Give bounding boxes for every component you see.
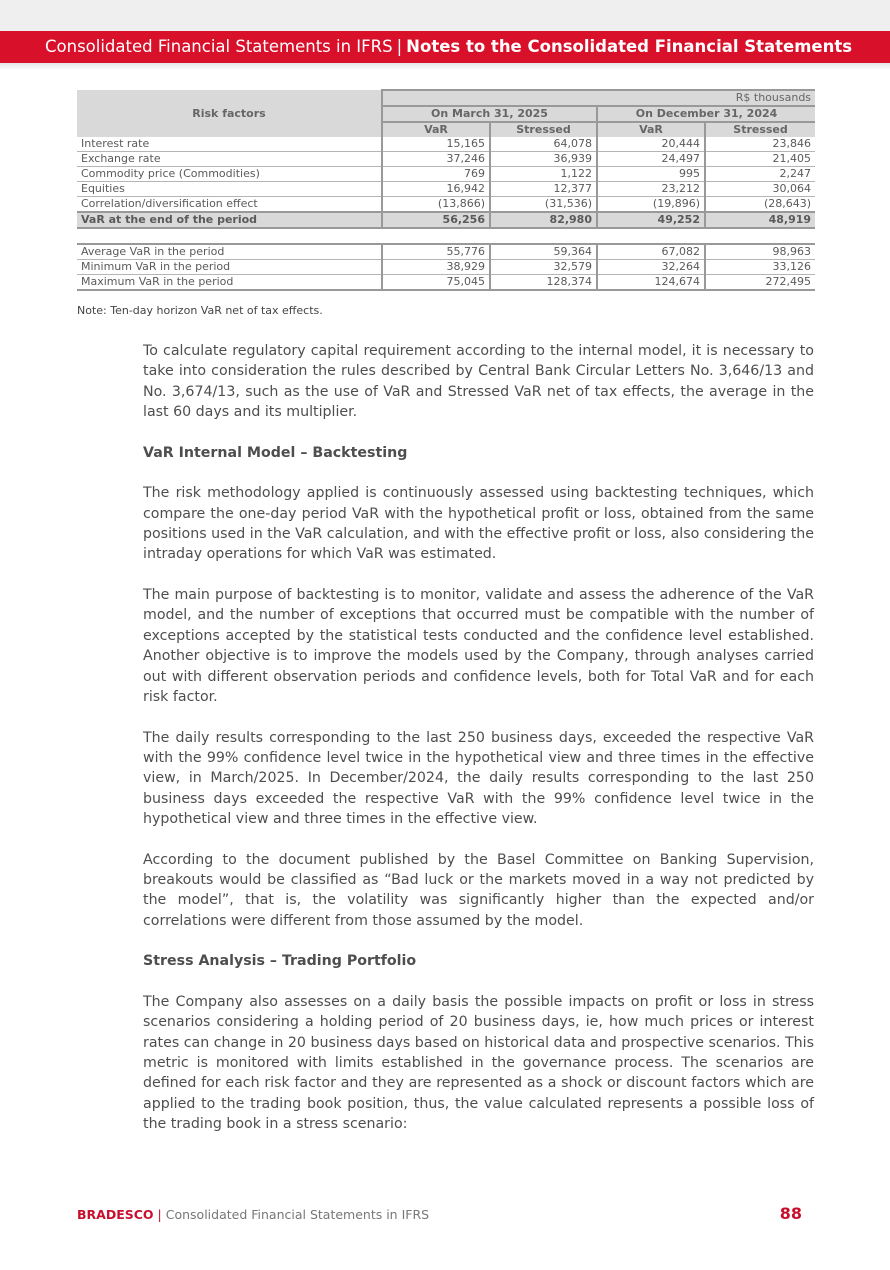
- cell-stressed-2025: 32,579: [490, 260, 597, 275]
- header-shadow: [0, 63, 890, 70]
- cell-var-2025: 75,045: [382, 275, 490, 291]
- page-footer: [77, 1204, 802, 1223]
- cell-stressed-2025: 12,377: [490, 182, 597, 197]
- cell-var-2024: 995: [597, 167, 705, 182]
- paragraph-regulatory-capital: To calculate regulatory capital requirement according to the internal model, it is necessary to take into consideration the rules described by Central Bank Circular Letters No. 3,646/13 and No. 3,674/13, such as the use of VaR and Stressed VaR net of tax effects, the average in the last 60 days and its multiplier.: [143, 343, 814, 421]
- total-stressed-2025: 82,980: [490, 212, 597, 228]
- table-row: [77, 182, 815, 197]
- top-margin: [0, 0, 890, 31]
- cell-stressed-2025: 36,939: [490, 152, 597, 167]
- table-row: [77, 137, 815, 152]
- table-row: [77, 167, 815, 182]
- row-label: Maximum VaR in the period: [77, 275, 382, 291]
- cell-stressed-2025: (31,536): [490, 197, 597, 213]
- cell-var-2024: 20,444: [597, 137, 705, 152]
- col-stressed-2024: Stressed: [705, 122, 815, 137]
- cell-var-2024: 67,082: [597, 244, 705, 260]
- period-header-march-2025: On March 31, 2025: [382, 106, 597, 122]
- table-total-row: [77, 212, 815, 228]
- header-section: Consolidated Financial Statements in IFRS: [45, 37, 393, 56]
- cell-var-2025: 16,942: [382, 182, 490, 197]
- var-table: [77, 89, 815, 291]
- row-label: Commodity price (Commodities): [77, 167, 382, 182]
- heading-backtesting: VaR Internal Model – Backtesting: [143, 444, 408, 461]
- header-separator: |: [396, 37, 403, 56]
- heading-stress-analysis: Stress Analysis – Trading Portfolio: [143, 953, 417, 970]
- table-row: [77, 260, 815, 275]
- paragraph-basel-committee: According to the document published by the Basel Committee on Banking Supervision, breakouts would be classified as “Bad luck or the markets moved in a way not predicted by the model”, that is, the volatility was significantly higher than the expected and/or correlations were different from those assumed by the model.: [143, 851, 814, 929]
- header-title: Notes to the Consolidated Financial Statements: [406, 37, 853, 56]
- cell-var-2025: 55,776: [382, 244, 490, 260]
- cell-var-2024: 32,264: [597, 260, 705, 275]
- risk-factors-header: Risk factors: [77, 90, 382, 137]
- page-header-banner: [0, 31, 890, 63]
- cell-stressed-2025: 59,364: [490, 244, 597, 260]
- col-var-2024: VaR: [597, 122, 705, 137]
- total-var-2025: 56,256: [382, 212, 490, 228]
- cell-stressed-2024: 2,247: [705, 167, 815, 182]
- cell-var-2025: 769: [382, 167, 490, 182]
- table-note: Note: Ten-day horizon VaR net of tax effects.: [77, 304, 323, 317]
- paragraph-daily-results: The daily results corresponding to the last 250 business days, exceeded the respective VaR with the 99% confidence level twice in the hypothetical view and three times in the effective view, in March/2025. In December/2024, the daily results corresponding to the last 250 business days exceeded the respective VaR with the 99% confidence level twice in the hypothetical view and three times in the effective view.: [143, 729, 814, 827]
- row-label: Correlation/diversification effect: [77, 197, 382, 213]
- page-number: 88: [779, 1204, 802, 1223]
- cell-stressed-2024: (28,643): [705, 197, 815, 213]
- cell-var-2025: 37,246: [382, 152, 490, 167]
- row-label: Average VaR in the period: [77, 244, 382, 260]
- paragraph-backtesting-purpose: The main purpose of backtesting is to monitor, validate and assess the adherence of the VaR model, and the number of exceptions that occurred must be compatible with the number of exceptions accepted by the statistical tests conducted and the confidence level established. Another objective is to improve the models used by the Company, through analyses carried out with different observation periods and confidence levels, both for Total VaR and for each risk factor.: [143, 587, 814, 705]
- total-stressed-2024: 48,919: [705, 212, 815, 228]
- cell-var-2025: (13,866): [382, 197, 490, 213]
- cell-stressed-2025: 128,374: [490, 275, 597, 291]
- col-var-2025: VaR: [382, 122, 490, 137]
- table-row: [77, 275, 815, 291]
- body-text: [143, 341, 814, 1155]
- cell-var-2024: (19,896): [597, 197, 705, 213]
- table-header-row-1: [77, 90, 815, 106]
- footer-brand: BRADESCO: [77, 1207, 154, 1222]
- total-label: VaR at the end of the period: [77, 212, 382, 228]
- cell-stressed-2024: 30,064: [705, 182, 815, 197]
- row-label: Interest rate: [77, 137, 382, 152]
- cell-var-2024: 124,674: [597, 275, 705, 291]
- paragraph-risk-methodology: The risk methodology applied is continuously assessed using backtesting techniques, which compare the one-day period VaR with the hypothetical profit or loss, obtained from the same positions used in the VaR calculation, and with the effective profit or loss, also considering the intraday operations for which VaR was estimated.: [143, 485, 814, 563]
- cell-var-2025: 38,929: [382, 260, 490, 275]
- cell-stressed-2024: 272,495: [705, 275, 815, 291]
- cell-stressed-2024: 21,405: [705, 152, 815, 167]
- total-var-2024: 49,252: [597, 212, 705, 228]
- footer-subtitle: Consolidated Financial Statements in IFRS: [165, 1207, 430, 1222]
- cell-stressed-2024: 98,963: [705, 244, 815, 260]
- cell-var-2024: 23,212: [597, 182, 705, 197]
- table-spacer: [77, 228, 815, 244]
- table-row: [77, 197, 815, 213]
- period-header-december-2024: On December 31, 2024: [597, 106, 815, 122]
- table-row: [77, 244, 815, 260]
- table-row: [77, 152, 815, 167]
- row-label: Minimum VaR in the period: [77, 260, 382, 275]
- cell-stressed-2025: 1,122: [490, 167, 597, 182]
- footer-separator: |: [157, 1207, 162, 1222]
- cell-var-2025: 15,165: [382, 137, 490, 152]
- row-label: Equities: [77, 182, 382, 197]
- col-stressed-2025: Stressed: [490, 122, 597, 137]
- cell-var-2024: 24,497: [597, 152, 705, 167]
- cell-stressed-2024: 33,126: [705, 260, 815, 275]
- row-label: Exchange rate: [77, 152, 382, 167]
- units-label: R$ thousands: [382, 90, 815, 106]
- cell-stressed-2024: 23,846: [705, 137, 815, 152]
- paragraph-stress-scenarios: The Company also assesses on a daily basis the possible impacts on profit or loss in stress scenarios considering a holding period of 20 business days, ie, how much prices or interest rates can change in 20 business days based on historical data and prospective scenarios. This metric is monitored with limits established in the governance process. The scenarios are defined for each risk factor and they are represented as a shock or discount factors which are applied to the trading book position, thus, the value calculated represents a possible loss of the trading book in a stress scenario:: [143, 994, 814, 1133]
- cell-stressed-2025: 64,078: [490, 137, 597, 152]
